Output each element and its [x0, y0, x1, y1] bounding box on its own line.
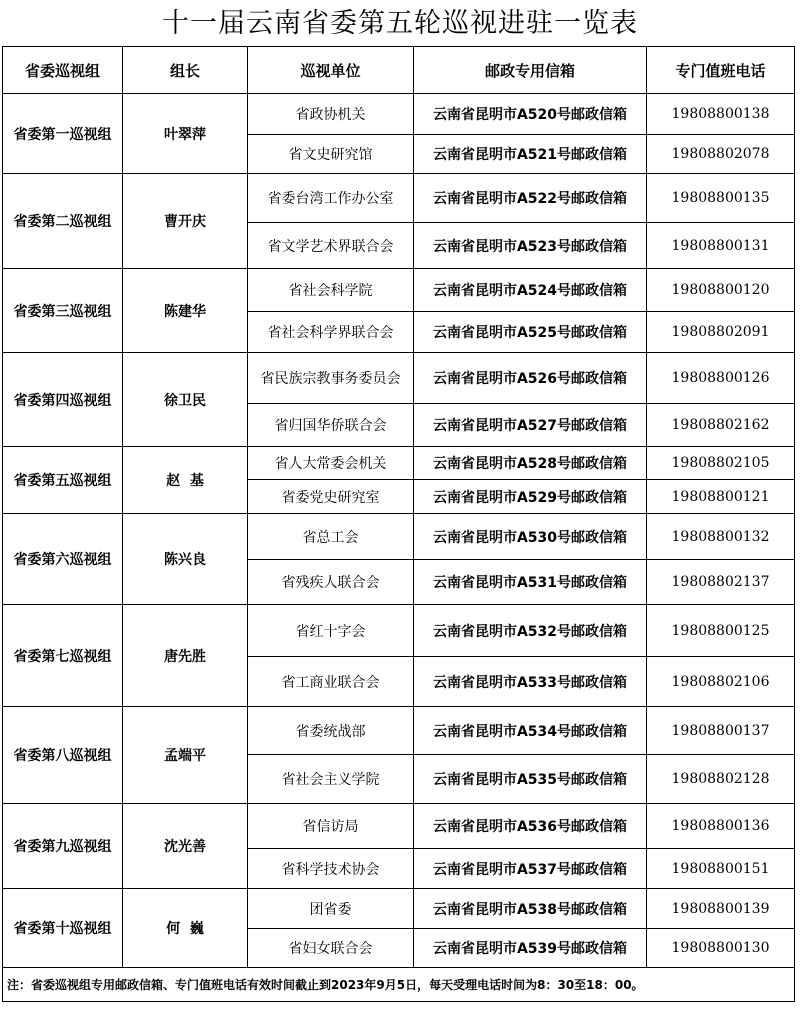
phone-cell: 19808802137 [647, 560, 795, 605]
phone-cell: 19808802162 [647, 404, 795, 447]
phone-cell: 19808800139 [647, 889, 795, 929]
unit-cell: 省社会科学界联合会 [248, 312, 414, 353]
unit-cell: 省信访局 [248, 804, 414, 849]
unit-cell: 团省委 [248, 889, 414, 929]
phone-cell: 19808800135 [647, 174, 795, 223]
mailbox-cell: 云南省昆明市A532号邮政信箱 [414, 605, 647, 657]
phone-cell: 19808800138 [647, 94, 795, 135]
phone-cell: 19808802078 [647, 135, 795, 174]
group-name-cell: 省委第十巡视组 [3, 889, 123, 968]
table-row [3, 804, 795, 849]
mailbox-cell: 云南省昆明市A539号邮政信箱 [414, 929, 647, 968]
unit-cell: 省社会主义学院 [248, 755, 414, 804]
leader-name-cell: 赵 基 [123, 447, 248, 514]
unit-cell: 省归国华侨联合会 [248, 404, 414, 447]
phone-cell: 19808800126 [647, 353, 795, 404]
group-name-cell: 省委第七巡视组 [3, 605, 123, 707]
phone-cell: 19808800137 [647, 707, 795, 755]
unit-cell: 省委台湾工作办公室 [248, 174, 414, 223]
group-name-cell: 省委第九巡视组 [3, 804, 123, 889]
unit-cell: 省社会科学院 [248, 269, 414, 312]
leader-name-cell: 叶翠萍 [123, 94, 248, 174]
leader-name-cell: 唐先胜 [123, 605, 248, 707]
header-phone: 专门值班电话 [647, 47, 795, 94]
table-row [3, 447, 795, 480]
unit-cell: 省妇女联合会 [248, 929, 414, 968]
table-row [3, 707, 795, 755]
unit-cell: 省民族宗教事务委员会 [248, 353, 414, 404]
group-name-cell: 省委第五巡视组 [3, 447, 123, 514]
unit-cell: 省科学技术协会 [248, 849, 414, 889]
table-row [3, 94, 795, 135]
table-row [3, 889, 795, 929]
mailbox-cell: 云南省昆明市A530号邮政信箱 [414, 514, 647, 560]
unit-cell: 省红十字会 [248, 605, 414, 657]
leader-name-cell: 陈兴良 [123, 514, 248, 605]
leader-name-cell: 何 巍 [123, 889, 248, 968]
mailbox-cell: 云南省昆明市A538号邮政信箱 [414, 889, 647, 929]
leader-name-cell: 孟端平 [123, 707, 248, 804]
phone-cell: 19808800136 [647, 804, 795, 849]
phone-cell: 19808802106 [647, 657, 795, 707]
phone-cell: 19808800132 [647, 514, 795, 560]
phone-cell: 19808800125 [647, 605, 795, 657]
table-row [3, 605, 795, 657]
mailbox-cell: 云南省昆明市A523号邮政信箱 [414, 223, 647, 269]
group-name-cell: 省委第六巡视组 [3, 514, 123, 605]
unit-cell: 省工商业联合会 [248, 657, 414, 707]
leader-name-cell: 陈建华 [123, 269, 248, 353]
inspection-table [2, 46, 795, 1002]
table-row [3, 174, 795, 223]
table-header-row [3, 47, 795, 94]
group-name-cell: 省委第二巡视组 [3, 174, 123, 269]
mailbox-cell: 云南省昆明市A526号邮政信箱 [414, 353, 647, 404]
mailbox-cell: 云南省昆明市A535号邮政信箱 [414, 755, 647, 804]
table-body [3, 94, 795, 968]
phone-cell: 19808800131 [647, 223, 795, 269]
mailbox-cell: 云南省昆明市A524号邮政信箱 [414, 269, 647, 312]
header-mailbox: 邮政专用信箱 [414, 47, 647, 94]
header-group: 省委巡视组 [3, 47, 123, 94]
unit-cell: 省文史研究馆 [248, 135, 414, 174]
note-text: 注：省委巡视组专用邮政信箱、专门值班电话有效时间截止到2023年9月5日，每天受理电话时间为8：30至18：00。 [3, 968, 795, 1002]
table-row [3, 269, 795, 312]
unit-cell: 省政协机关 [248, 94, 414, 135]
mailbox-cell: 云南省昆明市A531号邮政信箱 [414, 560, 647, 605]
mailbox-cell: 云南省昆明市A525号邮政信箱 [414, 312, 647, 353]
phone-cell: 19808800120 [647, 269, 795, 312]
phone-cell: 19808802128 [647, 755, 795, 804]
mailbox-cell: 云南省昆明市A521号邮政信箱 [414, 135, 647, 174]
phone-cell: 19808800151 [647, 849, 795, 889]
mailbox-cell: 云南省昆明市A528号邮政信箱 [414, 447, 647, 480]
table-row [3, 353, 795, 404]
phone-cell: 19808800121 [647, 480, 795, 514]
group-name-cell: 省委第八巡视组 [3, 707, 123, 804]
group-name-cell: 省委第一巡视组 [3, 94, 123, 174]
header-leader: 组长 [123, 47, 248, 94]
phone-cell: 19808802091 [647, 312, 795, 353]
page-title: 十一届云南省委第五轮巡视进驻一览表 [162, 8, 638, 39]
mailbox-cell: 云南省昆明市A536号邮政信箱 [414, 804, 647, 849]
leader-name-cell: 沈光善 [123, 804, 248, 889]
unit-cell: 省残疾人联合会 [248, 560, 414, 605]
note-row [3, 968, 795, 1002]
leader-name-cell: 曹开庆 [123, 174, 248, 269]
mailbox-cell: 云南省昆明市A537号邮政信箱 [414, 849, 647, 889]
group-name-cell: 省委第三巡视组 [3, 269, 123, 353]
unit-cell: 省委统战部 [248, 707, 414, 755]
mailbox-cell: 云南省昆明市A529号邮政信箱 [414, 480, 647, 514]
unit-cell: 省文学艺术界联合会 [248, 223, 414, 269]
table-row [3, 514, 795, 560]
leader-name-cell: 徐卫民 [123, 353, 248, 447]
unit-cell: 省人大常委会机关 [248, 447, 414, 480]
mailbox-cell: 云南省昆明市A533号邮政信箱 [414, 657, 647, 707]
unit-cell: 省委党史研究室 [248, 480, 414, 514]
phone-cell: 19808800130 [647, 929, 795, 968]
header-unit: 巡视单位 [248, 47, 414, 94]
mailbox-cell: 云南省昆明市A520号邮政信箱 [414, 94, 647, 135]
mailbox-cell: 云南省昆明市A534号邮政信箱 [414, 707, 647, 755]
unit-cell: 省总工会 [248, 514, 414, 560]
mailbox-cell: 云南省昆明市A522号邮政信箱 [414, 174, 647, 223]
phone-cell: 19808802105 [647, 447, 795, 480]
group-name-cell: 省委第四巡视组 [3, 353, 123, 447]
mailbox-cell: 云南省昆明市A527号邮政信箱 [414, 404, 647, 447]
